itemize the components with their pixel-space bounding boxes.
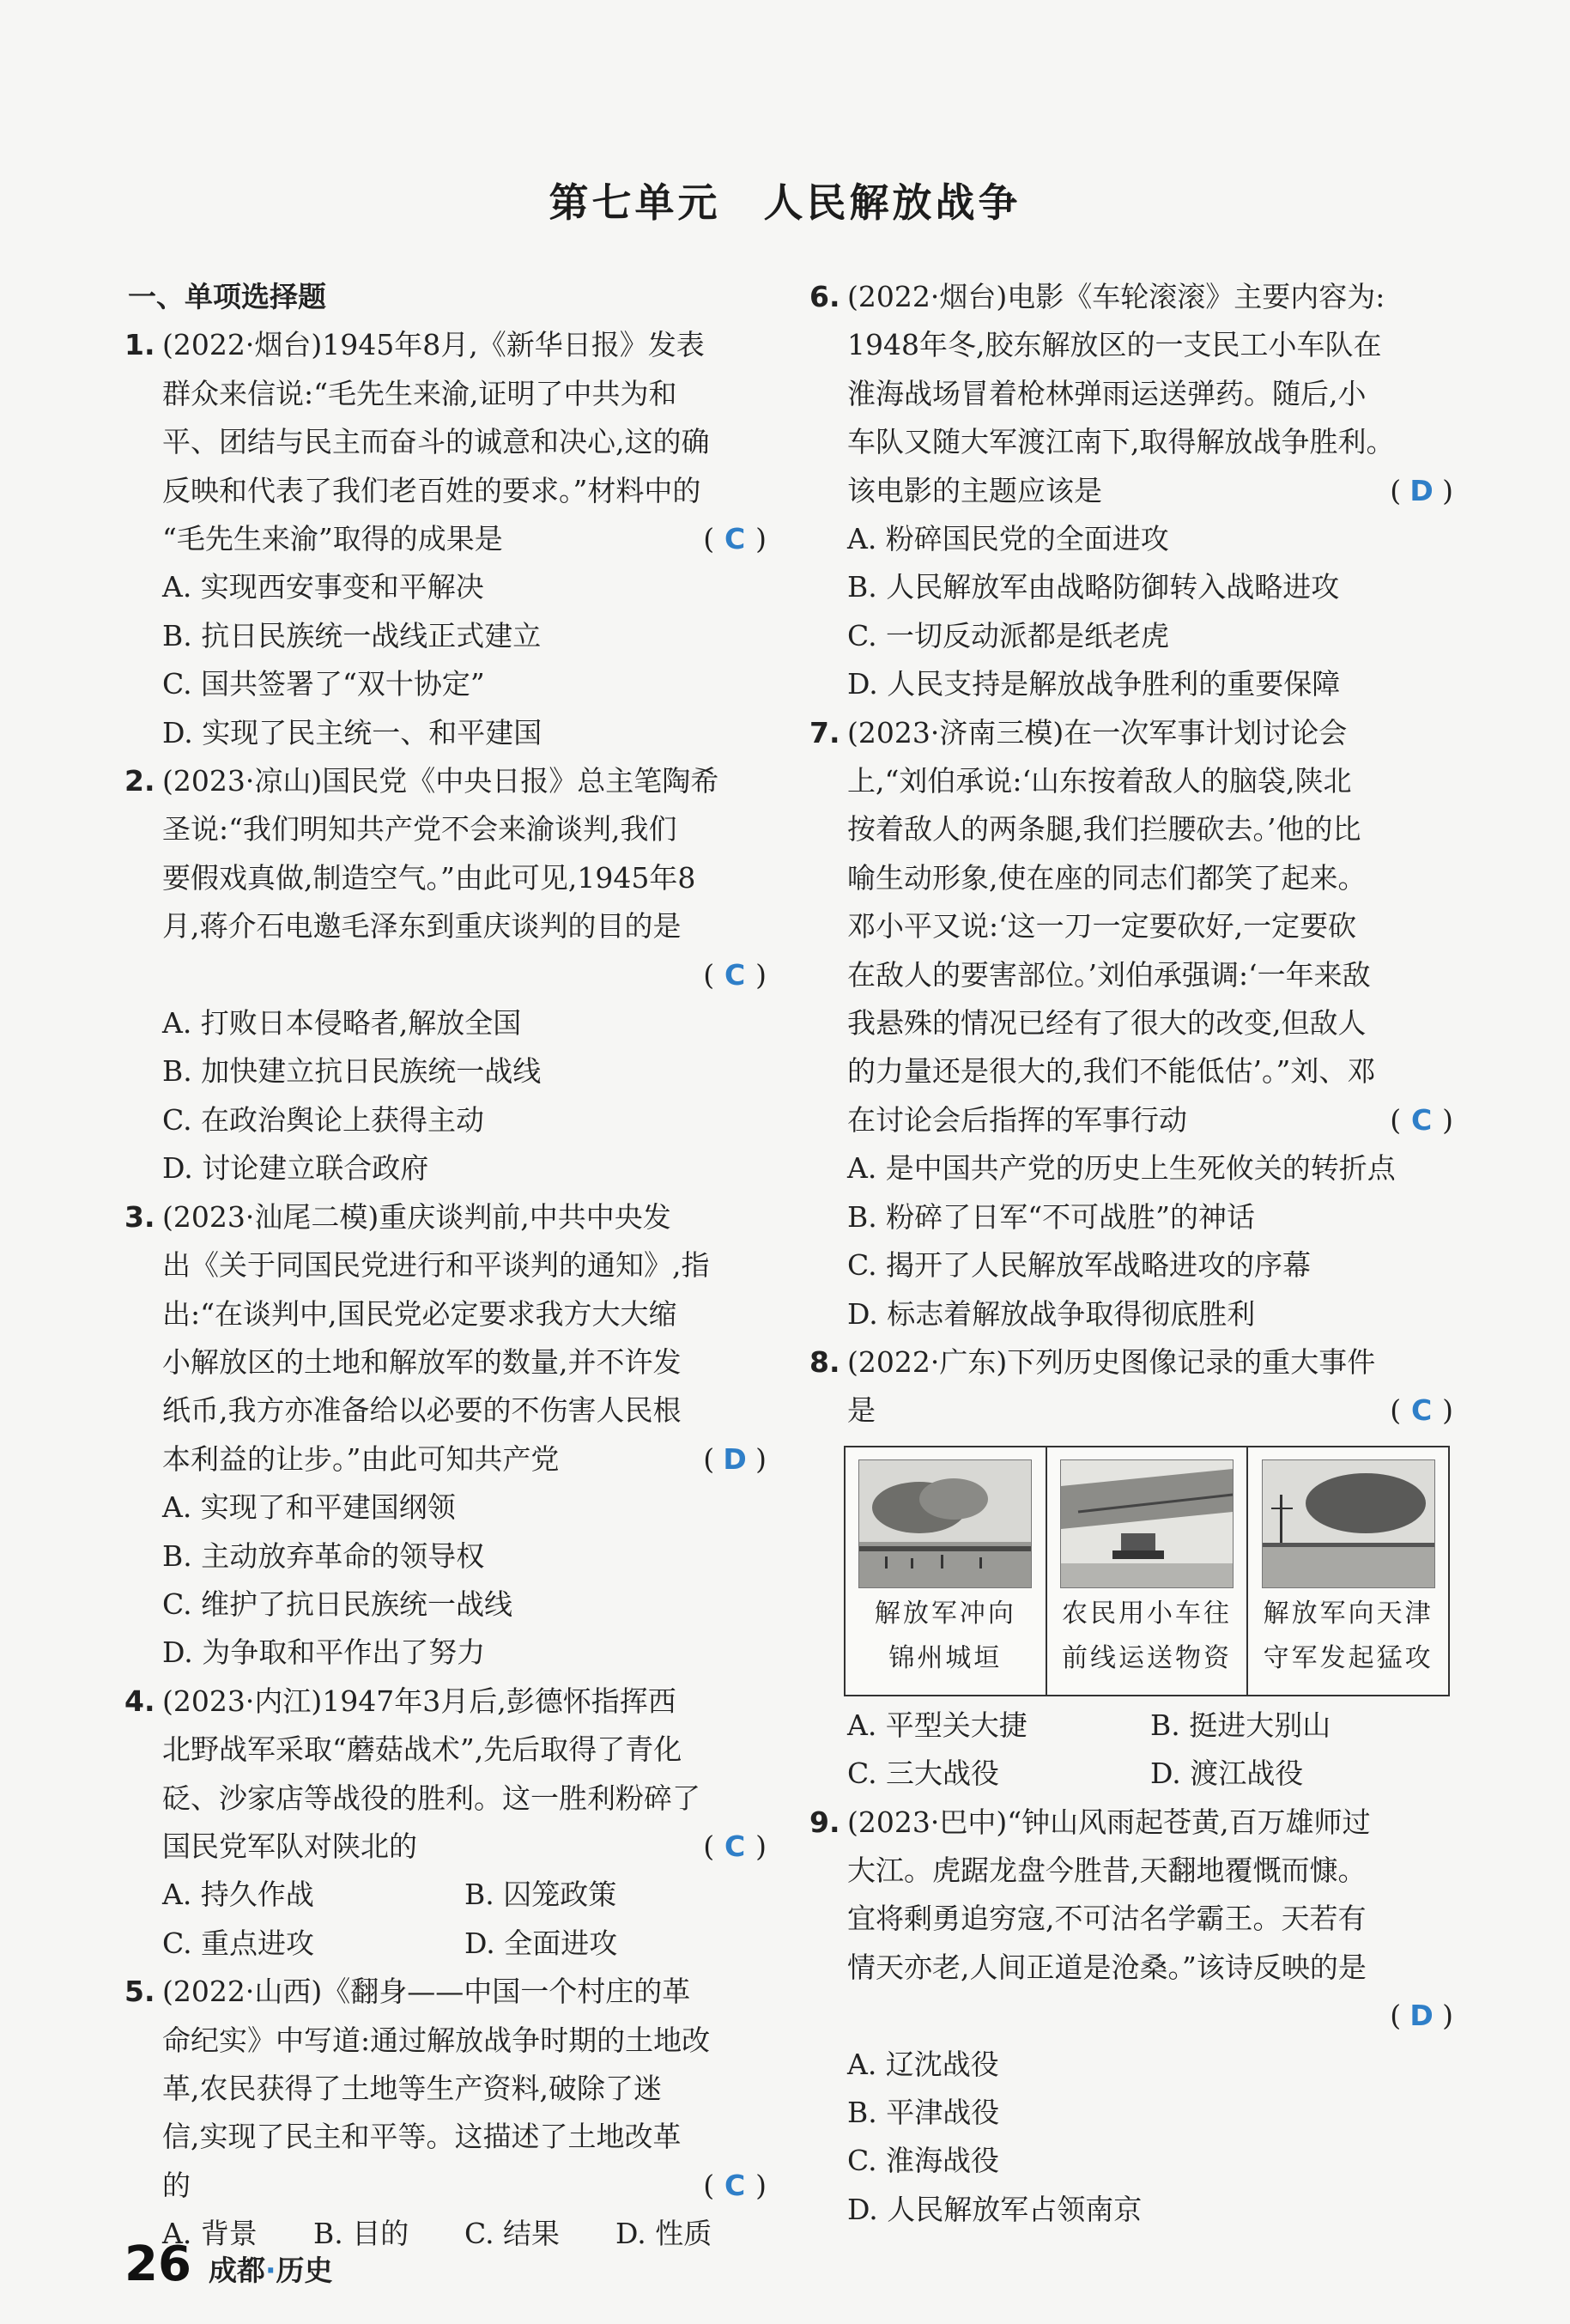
question-text: 1948年冬,胶东解放区的一支民工小车队在	[847, 328, 1382, 362]
option: C. 国共签署了“双十协定”	[162, 667, 485, 701]
answer-bracket: ( C )	[703, 515, 767, 563]
question-text: 车队又随大军渡江南下,取得解放战争胜利。	[847, 425, 1395, 459]
option: D. 人民解放军占领南京	[847, 2192, 1143, 2226]
figure-panel-supply	[1046, 1447, 1247, 1695]
answer-bracket: ( D )	[1390, 1992, 1453, 2040]
answer-bracket: ( C )	[703, 951, 767, 999]
option: A. 粉碎国民党的全面进攻	[847, 522, 1169, 556]
question-text: “毛先生来渝”取得的成果是	[162, 522, 503, 556]
question-text: 圣说:“我们明知共产党不会来渝谈判,我们	[162, 812, 677, 846]
question-text: (2023·凉山)国民党《中央日报》总主笔陶希	[162, 764, 719, 798]
answer-bracket: ( D )	[703, 1435, 767, 1484]
question-text: 是	[847, 1393, 876, 1428]
question-2	[124, 757, 767, 1193]
question-number: 6.	[809, 280, 840, 313]
left-column	[124, 273, 767, 2259]
question-text: 情天亦老,人间正道是沧桑。”该诗反映的是	[847, 1950, 1367, 1984]
separator-dot: ·	[264, 2254, 276, 2287]
question-1	[124, 321, 767, 757]
option: A. 辽沈战役	[847, 2047, 999, 2081]
option: C. 三大战役	[847, 1757, 1000, 1791]
question-5	[124, 1968, 767, 2258]
option: D. 渡江战役	[1150, 1757, 1304, 1791]
figure-panel-jinzhou	[846, 1447, 1046, 1695]
option: D. 实现了民主统一、和平建国	[162, 715, 543, 749]
option: A. 是中国共产党的历史上生死攸关的转折点	[847, 1151, 1396, 1186]
question-number: 8.	[809, 1344, 840, 1379]
option: B. 平津战役	[847, 2095, 1000, 2129]
figure-caption: 锦州城垣	[888, 1642, 1003, 1673]
right-column	[809, 273, 1453, 2234]
option: C. 淮海战役	[847, 2144, 1000, 2178]
option: B. 主动放弃革命的领导权	[162, 1538, 485, 1573]
option: B. 人民解放军由战略防御转入战略进攻	[847, 570, 1340, 604]
figure-caption: 农民用小车往	[1062, 1598, 1232, 1629]
question-number: 1.	[124, 328, 155, 362]
answer-bracket: ( C )	[1390, 1387, 1453, 1435]
question-text: (2022·山西)《翻身——中国一个村庄的革	[162, 1975, 691, 2009]
question-text: 命纪实》中写道:通过解放战争时期的土地改	[162, 2023, 711, 2057]
figure-caption: 解放军向天津	[1263, 1598, 1434, 1629]
question-text: 要假戏真做,制造空气。”由此可见,1945年8	[162, 860, 696, 895]
question-3	[124, 1193, 767, 1678]
question-text: 北野战军采取“蘑菇战术”,先后取得了青化	[162, 1732, 682, 1767]
answer-bracket: ( C )	[703, 1823, 767, 1871]
history-photo-figure	[844, 1446, 1450, 1696]
question-text: (2022·广东)下列历史图像记录的重大事件	[847, 1344, 1376, 1379]
figure-caption: 守军发起猛攻	[1263, 1642, 1434, 1673]
option: A. 实现了和平建国纲领	[162, 1490, 456, 1525]
figure-panel-tianjin	[1246, 1447, 1448, 1695]
option: D. 标志着解放战争取得彻底胜利	[847, 1296, 1256, 1331]
question-6	[809, 273, 1453, 709]
option: C. 在政治舆论上获得主动	[162, 1102, 485, 1137]
option-row	[809, 1750, 1453, 1798]
option: B. 目的	[313, 2217, 409, 2251]
question-7	[809, 709, 1453, 1338]
question-text: 革,农民获得了土地等生产资料,破除了迷	[162, 2071, 662, 2105]
question-text: (2022·烟台)电影《车轮滚滚》主要内容为:	[847, 280, 1385, 313]
question-text: 反映和代表了我们老百姓的要求。”材料中的	[162, 473, 701, 507]
figure-caption: 前线运送物资	[1062, 1642, 1232, 1673]
question-text: 宜将剩勇追穷寇,不可沽名学霸王。天若有	[847, 1902, 1367, 1936]
question-text: 出《关于同国民党进行和平谈判的通知》,指	[162, 1248, 710, 1283]
question-text: 纸币,我方亦准备给以必要的不伤害人民根	[162, 1393, 682, 1428]
question-text: (2023·巴中)“钟山风雨起苍黄,百万雄师过	[847, 1805, 1371, 1839]
question-text: 国民党军队对陕北的	[162, 1829, 417, 1863]
question-text: (2023·济南三模)在一次军事计划讨论会	[847, 715, 1348, 749]
option: A. 背景	[162, 2217, 258, 2251]
supply-photo	[1060, 1459, 1234, 1588]
option: C. 重点进攻	[162, 1926, 315, 1960]
option: B. 囚笼政策	[464, 1878, 617, 1912]
question-4	[124, 1678, 767, 1968]
question-number: 3.	[124, 1199, 155, 1234]
question-number: 4.	[124, 1684, 155, 1718]
question-text: 的力量还是很大的,我们不能低估’。”刘、邓	[847, 1054, 1376, 1089]
question-number: 5.	[124, 1975, 155, 2009]
option: D. 人民支持是解放战争胜利的重要保障	[847, 667, 1341, 701]
question-number: 9.	[809, 1805, 840, 1839]
question-text: 按着敌人的两条腿,我们拦腰砍去。’他的比	[847, 812, 1361, 846]
option: B. 挺进大别山	[1150, 1708, 1331, 1742]
question-text: 信,实现了民主和平等。这描述了土地改革	[162, 2120, 682, 2154]
answer-letter: D	[723, 1441, 747, 1476]
question-text: 淮海战场冒着枪林弹雨运送弹药。随后,小	[847, 376, 1367, 410]
option: A. 打败日本侵略者,解放全国	[162, 1006, 522, 1041]
page-footer	[124, 2236, 332, 2292]
question-text: (2023·内江)1947年3月后,彭德怀指挥西	[162, 1684, 676, 1718]
question-text: 上,“刘伯承说:‘山东按着敌人的脑袋,陕北	[847, 764, 1352, 798]
question-text: (2022·烟台)1945年8月,《新华日报》发表	[162, 328, 705, 362]
question-text: 在敌人的要害部位。’刘伯承强调:‘一年来敌	[847, 957, 1371, 992]
question-9	[809, 1799, 1453, 2235]
book-label	[209, 2248, 333, 2289]
answer-letter: C	[724, 957, 746, 992]
question-text: 平、团结与民主而奋斗的诚意和决心,这的确	[162, 425, 710, 459]
option: B. 抗日民族统一战线正式建立	[162, 618, 542, 652]
answer-bracket: ( D )	[1390, 467, 1453, 515]
book-city: 成都	[208, 2254, 265, 2287]
option: C. 结果	[464, 2217, 561, 2251]
option-row	[124, 1920, 767, 1968]
question-8	[809, 1338, 1453, 1799]
tianjin-photo	[1262, 1459, 1435, 1588]
question-text: 我悬殊的情况已经有了很大的改变,但敌人	[847, 1006, 1367, 1041]
question-text: 小解放区的土地和解放军的数量,并不许发	[162, 1344, 682, 1379]
answer-letter: C	[1411, 1102, 1433, 1137]
question-text: 该电影的主题应该是	[847, 473, 1102, 507]
option: C. 一切反动派都是纸老虎	[847, 618, 1170, 652]
option: A. 平型关大捷	[847, 1708, 1027, 1742]
question-number: 7.	[809, 715, 840, 749]
question-text: 在讨论会后指挥的军事行动	[847, 1102, 1187, 1137]
option: C. 揭开了人民解放军战略进攻的序幕	[847, 1248, 1312, 1283]
section-title: 一、单项选择题	[128, 280, 326, 313]
option: B. 粉碎了日军“不可战胜”的神话	[847, 1199, 1255, 1234]
question-text: 本利益的让步。”由此可知共产党	[162, 1441, 560, 1476]
question-text: 大江。虎踞龙盘今胜昔,天翻地覆慨而慷。	[847, 1853, 1367, 1887]
question-text: 的	[162, 2168, 191, 2202]
book-subject: 历史	[276, 2254, 333, 2287]
option: D. 全面进攻	[464, 1926, 618, 1960]
answer-letter: C	[724, 522, 746, 556]
page-number: 26	[124, 2236, 191, 2292]
option: D. 为争取和平作出了努力	[162, 1635, 486, 1670]
question-text: 砭、沙家店等战役的胜利。这一胜利粉碎了	[162, 1781, 700, 1815]
answer-letter: D	[1409, 1999, 1434, 2033]
option: C. 维护了抗日民族统一战线	[162, 1587, 513, 1621]
option-row	[809, 1702, 1453, 1750]
question-text: (2023·汕尾二模)重庆谈判前,中共中央发	[162, 1199, 671, 1234]
option: D. 性质	[615, 2217, 712, 2251]
battle-photo	[858, 1459, 1032, 1588]
option: A. 持久作战	[162, 1878, 314, 1912]
question-text: 月,蒋介石电邀毛泽东到重庆谈判的目的是	[162, 909, 682, 944]
option: B. 加快建立抗日民族统一战线	[162, 1054, 542, 1089]
question-text: 群众来信说:“毛先生来渝,证明了中共为和	[162, 376, 677, 410]
question-text: 邓小平又说:‘这一刀一定要砍好,一定要砍	[847, 909, 1357, 944]
question-text: 出:“在谈判中,国民党必定要求我方大大缩	[162, 1296, 677, 1331]
answer-letter: D	[1409, 473, 1434, 507]
option: A. 实现西安事变和平解决	[162, 570, 484, 604]
option: D. 讨论建立联合政府	[162, 1151, 429, 1186]
option-row	[124, 1871, 767, 1919]
page-title: 第七单元 人民解放战争	[549, 179, 1021, 226]
answer-letter: C	[724, 2168, 746, 2202]
answer-bracket: ( C )	[703, 2162, 767, 2210]
question-number: 2.	[124, 764, 155, 798]
answer-letter: C	[1411, 1393, 1433, 1428]
answer-letter: C	[724, 1829, 746, 1863]
answer-bracket: ( C )	[1390, 1096, 1453, 1144]
figure-caption: 解放军冲向	[874, 1598, 1016, 1629]
question-text: 喻生动形象,使在座的同志们都笑了起来。	[847, 860, 1367, 895]
